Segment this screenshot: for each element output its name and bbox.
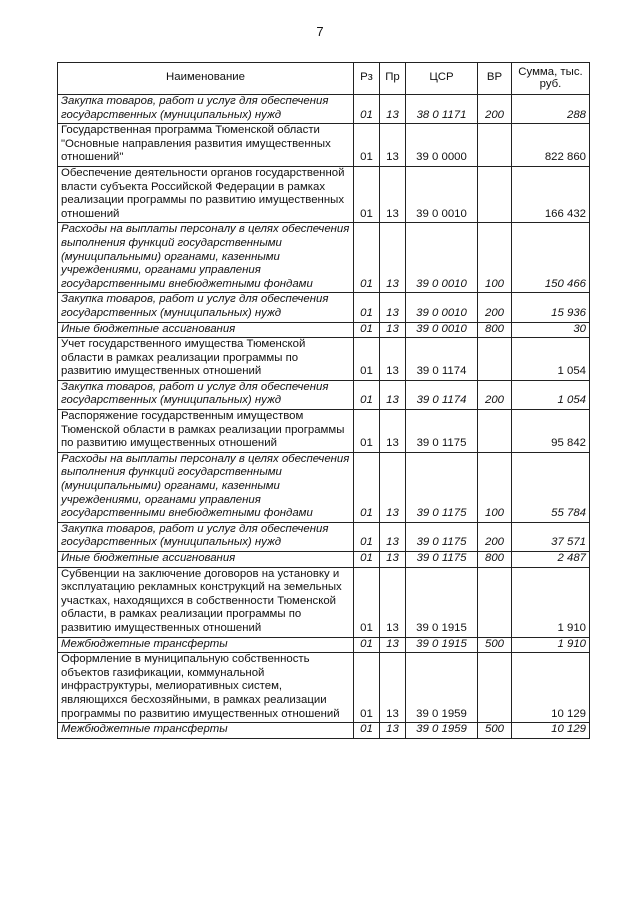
cell-vr xyxy=(478,124,512,167)
cell-name: Иные бюджетные ассигнования xyxy=(58,322,354,338)
cell-pr: 13 xyxy=(380,653,406,723)
cell-vr xyxy=(478,653,512,723)
cell-sum: 150 466 xyxy=(512,223,590,293)
cell-rz: 01 xyxy=(354,293,380,322)
cell-rz: 01 xyxy=(354,322,380,338)
header-csr: ЦСР xyxy=(406,63,478,95)
cell-csr: 39 0 0010 xyxy=(406,166,478,222)
cell-name: Обеспечение деятельности органов государственной власти субъекта Российской Федерации в рамках реализации программы по развитию имущественных отношений xyxy=(58,166,354,222)
cell-sum: 15 936 xyxy=(512,293,590,322)
cell-rz: 01 xyxy=(354,637,380,653)
cell-name: Межбюджетные трансферты xyxy=(58,723,354,739)
cell-pr: 13 xyxy=(380,522,406,551)
table-row xyxy=(58,322,590,338)
cell-csr: 39 0 1175 xyxy=(406,522,478,551)
cell-vr: 200 xyxy=(478,522,512,551)
cell-pr: 13 xyxy=(380,552,406,568)
header-rz: Рз xyxy=(354,63,380,95)
cell-rz: 01 xyxy=(354,410,380,453)
cell-csr: 39 0 1915 xyxy=(406,637,478,653)
cell-rz: 01 xyxy=(354,166,380,222)
cell-vr: 500 xyxy=(478,723,512,739)
cell-name: Субвенции на заключение договоров на установку и эксплуатацию рекламных конструкций на земельных участках, находящихся в собственности Тюменской области, в рамках реализации программы по развитию имущественных отношений xyxy=(58,567,354,637)
cell-vr: 100 xyxy=(478,452,512,522)
cell-csr: 39 0 0010 xyxy=(406,293,478,322)
cell-vr: 200 xyxy=(478,380,512,409)
cell-sum: 95 842 xyxy=(512,410,590,453)
cell-vr: 200 xyxy=(478,95,512,124)
cell-name: Иные бюджетные ассигнования xyxy=(58,552,354,568)
cell-pr: 13 xyxy=(380,95,406,124)
cell-rz: 01 xyxy=(354,124,380,167)
cell-csr: 38 0 1171 xyxy=(406,95,478,124)
header-name: Наименование xyxy=(58,63,354,95)
cell-rz: 01 xyxy=(354,723,380,739)
cell-name: Оформление в муниципальную собственность объектов газификации, коммунальной инфраструктуры, мелиоративных систем, являющихся бесхозяйными, в рамках реализации программы по развитию имущественных отношений xyxy=(58,653,354,723)
cell-rz: 01 xyxy=(354,380,380,409)
cell-vr: 800 xyxy=(478,322,512,338)
cell-vr: 500 xyxy=(478,637,512,653)
cell-pr: 13 xyxy=(380,293,406,322)
table-row xyxy=(58,338,590,381)
cell-vr: 200 xyxy=(478,293,512,322)
cell-pr: 13 xyxy=(380,380,406,409)
budget-table xyxy=(57,62,590,739)
cell-sum: 1 910 xyxy=(512,637,590,653)
cell-csr: 39 0 1175 xyxy=(406,410,478,453)
cell-name: Закупка товаров, работ и услуг для обеспечения государственных (муниципальных) нужд xyxy=(58,95,354,124)
cell-rz: 01 xyxy=(354,223,380,293)
cell-pr: 13 xyxy=(380,322,406,338)
cell-sum: 2 487 xyxy=(512,552,590,568)
table-row xyxy=(58,637,590,653)
cell-csr: 39 0 1959 xyxy=(406,723,478,739)
table-row xyxy=(58,293,590,322)
cell-pr: 13 xyxy=(380,567,406,637)
table-row xyxy=(58,166,590,222)
cell-vr: 800 xyxy=(478,552,512,568)
cell-vr xyxy=(478,410,512,453)
table-row xyxy=(58,410,590,453)
table-row xyxy=(58,522,590,551)
cell-sum: 1 054 xyxy=(512,380,590,409)
cell-pr: 13 xyxy=(380,452,406,522)
cell-rz: 01 xyxy=(354,522,380,551)
cell-rz: 01 xyxy=(354,567,380,637)
table-row xyxy=(58,452,590,522)
cell-vr xyxy=(478,338,512,381)
cell-vr: 100 xyxy=(478,223,512,293)
cell-sum: 37 571 xyxy=(512,522,590,551)
cell-vr xyxy=(478,166,512,222)
cell-pr: 13 xyxy=(380,637,406,653)
table-row xyxy=(58,124,590,167)
cell-name: Межбюджетные трансферты xyxy=(58,637,354,653)
cell-sum: 166 432 xyxy=(512,166,590,222)
header-vr: ВР xyxy=(478,63,512,95)
table-row xyxy=(58,95,590,124)
cell-pr: 13 xyxy=(380,410,406,453)
cell-name: Распоряжение государственным имуществом Тюменской области в рамках реализации программы по развитию имущественных отношений xyxy=(58,410,354,453)
cell-name: Закупка товаров, работ и услуг для обеспечения государственных (муниципальных) нужд xyxy=(58,380,354,409)
header-pr: Пр xyxy=(380,63,406,95)
cell-pr: 13 xyxy=(380,223,406,293)
table-row xyxy=(58,380,590,409)
table-row xyxy=(58,567,590,637)
cell-sum: 10 129 xyxy=(512,723,590,739)
cell-pr: 13 xyxy=(380,338,406,381)
cell-rz: 01 xyxy=(354,653,380,723)
cell-csr: 39 0 0000 xyxy=(406,124,478,167)
page-number: 7 xyxy=(316,24,324,39)
cell-sum: 30 xyxy=(512,322,590,338)
cell-csr: 39 0 1175 xyxy=(406,452,478,522)
cell-csr: 39 0 1959 xyxy=(406,653,478,723)
cell-name: Государственная программа Тюменской области "Основные направления развития имущественных отношений" xyxy=(58,124,354,167)
cell-pr: 13 xyxy=(380,166,406,222)
cell-csr: 39 0 1174 xyxy=(406,338,478,381)
cell-vr xyxy=(478,567,512,637)
table-row xyxy=(58,223,590,293)
cell-csr: 39 0 1174 xyxy=(406,380,478,409)
cell-sum: 55 784 xyxy=(512,452,590,522)
cell-sum: 288 xyxy=(512,95,590,124)
cell-sum: 1 910 xyxy=(512,567,590,637)
table-body xyxy=(58,95,590,739)
cell-csr: 39 0 1175 xyxy=(406,552,478,568)
cell-name: Учет государственного имущества Тюменской области в рамках реализации программы по развитию имущественных отношений xyxy=(58,338,354,381)
table-row xyxy=(58,723,590,739)
cell-rz: 01 xyxy=(354,552,380,568)
cell-name: Закупка товаров, работ и услуг для обеспечения государственных (муниципальных) нужд xyxy=(58,522,354,551)
cell-rz: 01 xyxy=(354,95,380,124)
cell-rz: 01 xyxy=(354,452,380,522)
cell-sum: 822 860 xyxy=(512,124,590,167)
cell-rz: 01 xyxy=(354,338,380,381)
table-header-row xyxy=(58,63,590,95)
cell-name: Расходы на выплаты персоналу в целях обеспечения выполнения функций государственными (муниципальными) органами, казенными учреждениями, органами управления государственными внебюджетными фондами xyxy=(58,452,354,522)
header-sum: Сумма, тыс. руб. xyxy=(512,63,590,95)
cell-csr: 39 0 0010 xyxy=(406,322,478,338)
table-row xyxy=(58,653,590,723)
cell-csr: 39 0 1915 xyxy=(406,567,478,637)
cell-name: Расходы на выплаты персоналу в целях обеспечения выполнения функций государственными (муниципальными) органами, казенными учреждениями, органами управления государственными внебюджетными фондами xyxy=(58,223,354,293)
cell-sum: 1 054 xyxy=(512,338,590,381)
cell-csr: 39 0 0010 xyxy=(406,223,478,293)
cell-pr: 13 xyxy=(380,723,406,739)
cell-sum: 10 129 xyxy=(512,653,590,723)
cell-pr: 13 xyxy=(380,124,406,167)
table-row xyxy=(58,552,590,568)
cell-name: Закупка товаров, работ и услуг для обеспечения государственных (муниципальных) нужд xyxy=(58,293,354,322)
